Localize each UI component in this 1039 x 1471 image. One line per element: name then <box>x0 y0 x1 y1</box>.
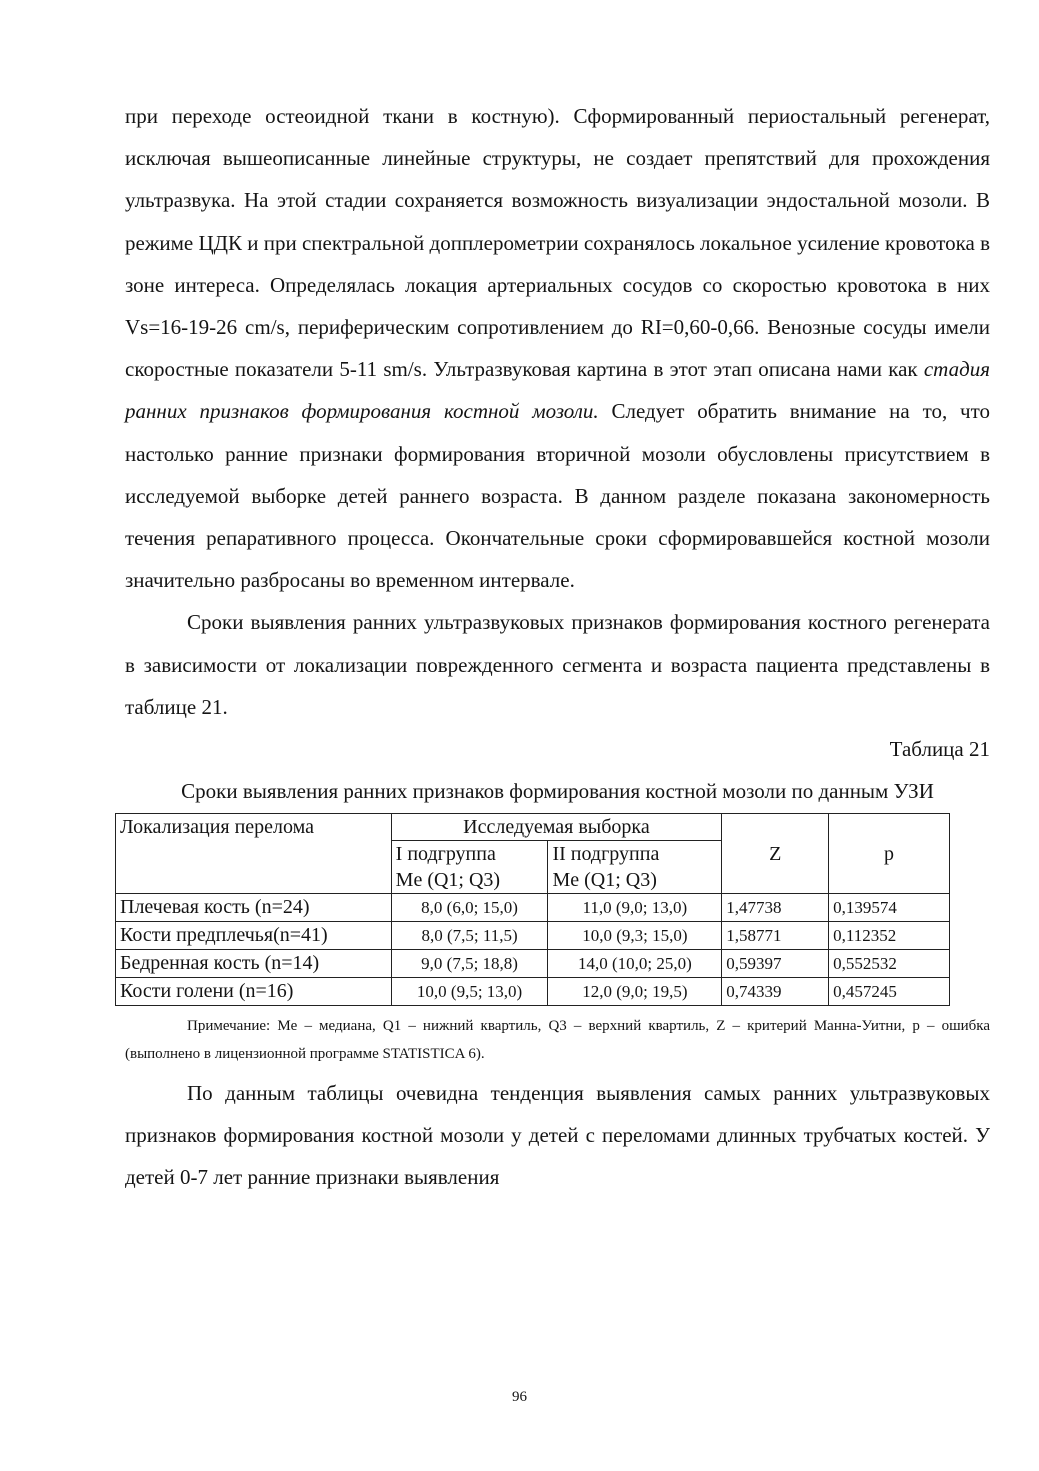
cell-group1: 9,0 (7,5; 18,8) <box>391 950 548 978</box>
paragraph-1-text-a: при переходе остеоидной ткани в костную). Сформированный периостальный регенерат, исключая вышеописанные линейные структуры, не создает препятствий для прохождения ультразвука. На этой стадии сохраняется возможность визуализации эндостальной мозоли. В режиме ЦДК и при спектральной допплерометрии сохранялось локальное усиление кровотока в зоне интереса. Определялась локация артериальных сосудов со скоростью кровотока в них Vs=16-19-26 cm/s, периферическим сопротивлением до RI=0,60-0,66. Венозные сосуды имели скоростные показатели 5-11 sm/s. Ультразвуковая картина в этот этап описана нами как <box>125 104 990 382</box>
cell-z: 0,59397 <box>722 950 829 978</box>
body-paragraph-2: Сроки выявления ранних ультразвуковых признаков формирования костного регенерата в зависимости от локализации поврежденного сегмента и возраста пациента представлены в таблице 21. <box>125 610 990 719</box>
cell-group2: 11,0 (9,0; 13,0) <box>548 894 722 922</box>
page-number: 96 <box>512 1389 527 1405</box>
document-page <box>120 95 990 1199</box>
table-note-text: Примечание: Me – медиана, Q1 – нижний квартиль, Q3 – верхний квартиль, Z – критерий Манна-Уитни, p – ошибка (выполнено в лицензионной программе STATISTICA 6). <box>125 1018 990 1063</box>
table-row <box>116 978 950 1006</box>
cell-group2: 10,0 (9,3; 15,0) <box>548 922 722 950</box>
cell-z: 0,74339 <box>722 978 829 1006</box>
body-paragraph-3: По данным таблицы очевидна тенденция выявления самых ранних ультразвуковых признаков формирования костной мозоли у детей с переломами длинных трубчатых костей. У детей 0-7 лет ранние признаки выявления <box>125 1081 990 1190</box>
table-caption: Сроки выявления ранних признаков формирования костной мозоли по данным УЗИ <box>181 779 934 804</box>
body-paragraph-1 <box>125 95 990 601</box>
cell-location: Кости предплечья(n=41) <box>116 922 392 950</box>
cell-group1: 8,0 (7,5; 11,5) <box>391 922 548 950</box>
cell-group2: 14,0 (10,0; 25,0) <box>548 950 722 978</box>
cell-location: Кости голени (n=16) <box>116 978 392 1006</box>
cell-z: 1,47738 <box>722 894 829 922</box>
paragraph-1-italic-term: стадия ранних признаков формирования костной мозоли. <box>125 357 990 424</box>
results-table <box>115 813 950 1006</box>
cell-p: 0,139574 <box>829 894 950 922</box>
subgroup-1-stat: Me (Q1; Q3) <box>395 869 501 892</box>
table-row <box>116 922 950 950</box>
table-row <box>116 950 950 978</box>
header-subgroup-2 <box>548 841 722 894</box>
header-location: Локализация перелома <box>116 814 392 894</box>
cell-p: 0,112352 <box>829 922 950 950</box>
table-note <box>125 1012 990 1068</box>
cell-group1: 8,0 (6,0; 15,0) <box>391 894 548 922</box>
table-number-label: Таблица 21 <box>889 737 990 762</box>
cell-group2: 12,0 (9,0; 19,5) <box>548 978 722 1006</box>
cell-p: 0,457245 <box>829 978 950 1006</box>
cell-location: Плечевая кость (n=24) <box>116 894 392 922</box>
header-z: Z <box>722 814 829 894</box>
cell-p: 0,552532 <box>829 950 950 978</box>
subgroup-1-title: I подгруппа <box>395 843 496 866</box>
subgroup-2-stat: Me (Q1; Q3) <box>552 869 657 892</box>
table-row <box>116 894 950 922</box>
cell-group1: 10,0 (9,5; 13,0) <box>391 978 548 1006</box>
header-sample-group: Исследуемая выборка <box>391 814 722 841</box>
header-p: p <box>829 814 950 894</box>
cell-location: Бедренная кость (n=14) <box>116 950 392 978</box>
paragraph-1-text-b: Следует обратить внимание на то, что настолько ранние признаки формирования вторичной мозоли обусловлены присутствием в исследуемой выборке детей раннего возраста. В данном разделе показана закономерность течения репаративного процесса. Окончательные сроки сформировавшейся костной мозоли значительно разбросаны во временном интервале. <box>125 399 990 593</box>
table-header-row-1 <box>116 814 950 841</box>
header-subgroup-1 <box>391 841 548 894</box>
subgroup-2-title: II подгруппа <box>552 843 660 866</box>
cell-z: 1,58771 <box>722 922 829 950</box>
